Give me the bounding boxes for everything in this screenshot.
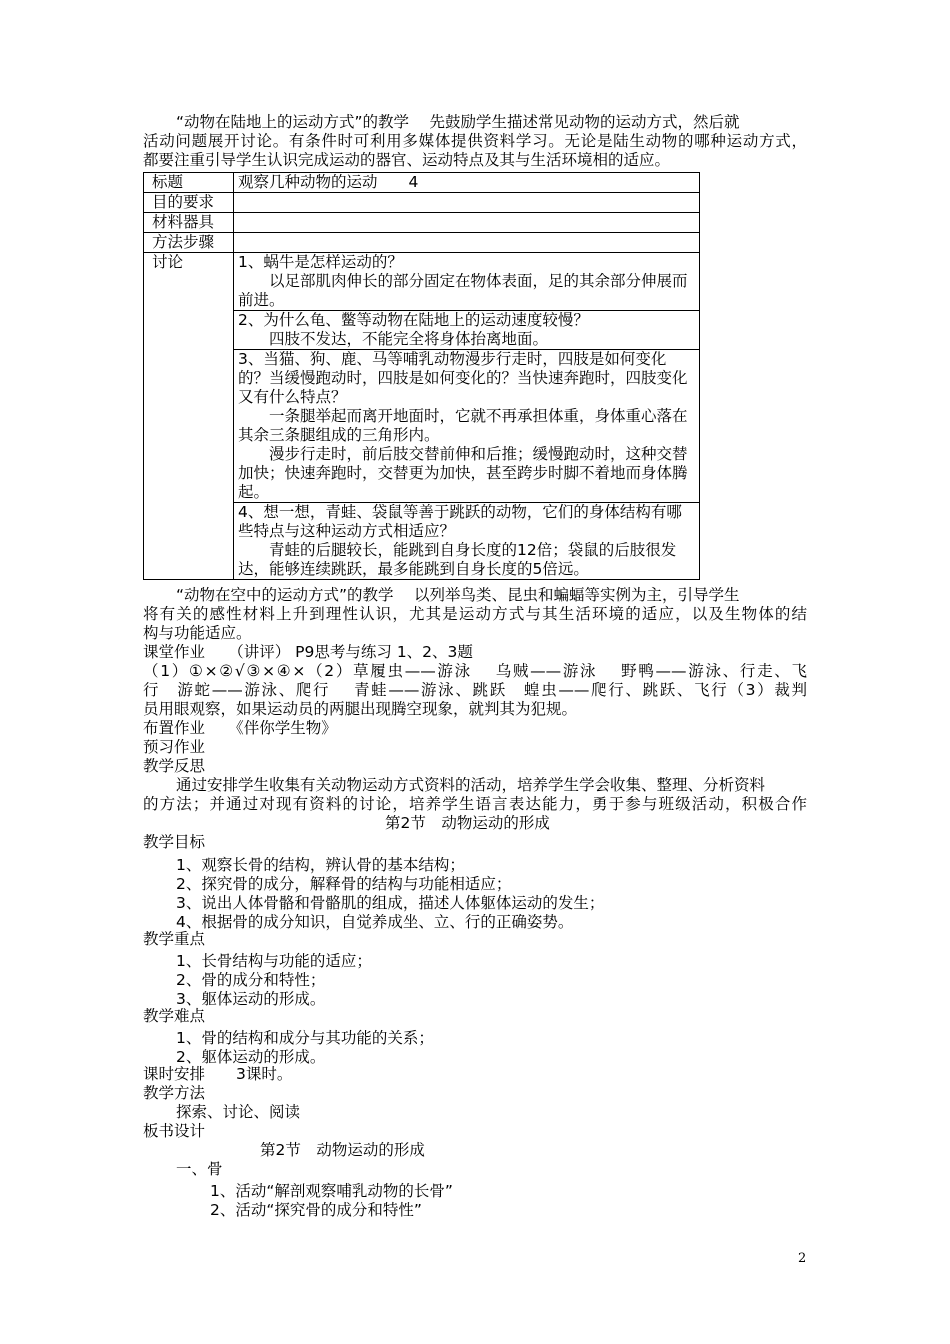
- row-value-title: 观察几种动物的运动 4: [234, 173, 700, 193]
- table-row-materials: [144, 213, 700, 233]
- question-2: 2、为什么龟、鳖等动物在陆地上的运动速度较慢？: [238, 311, 589, 329]
- row-label-title: 标题: [144, 173, 234, 193]
- difficulty-2: 2、躯体运动的形成。: [176, 1048, 326, 1066]
- page-number: 2: [798, 1251, 807, 1266]
- intro-line-2: 活动问题展开讨论。有条件时可利用多媒体提供资料学习。无论是陆生动物的哪种运动方式，: [143, 132, 807, 150]
- method-title: 教学方法: [143, 1084, 206, 1102]
- row-value-materials: [234, 213, 700, 233]
- goal-1: 1、观察长骨的结构，辨认骨的基本结构；: [176, 856, 465, 874]
- intro-line-1: “动物在陆地上的运动方式”的教学 先鼓励学生描述常见动物的运动方式，然后就: [176, 113, 740, 131]
- difficulty-1: 1、骨的结构和成分与其功能的关系；: [176, 1029, 434, 1047]
- answers-line-2: 行 游蛇——游泳、爬行 青蛙——游泳、跳跃 蝗虫——爬行、跳跃、飞行（3）裁判: [143, 681, 807, 699]
- row-label-materials: 材料器具: [144, 213, 234, 233]
- key-3: 3、躯体运动的形成。: [176, 990, 326, 1008]
- goals-title: 教学目标: [143, 833, 206, 851]
- answer-3b: 漫步行走时，前后肢交替前伸和后推；缓慢跑动时，这种交替加快；快速奔跑时，交替更为加快，甚至跨步时脚不着地而身体腾起。: [238, 445, 688, 501]
- difficult-title: 教学难点: [143, 1007, 206, 1025]
- row-label-method: 方法步骤: [144, 233, 234, 253]
- answer-1: 以足部肌肉伸长的部分固定在物体表面，足的其余部分伸展而前进。: [238, 272, 688, 309]
- goal-3: 3、说出人体骨骼和骨骼肌的组成，描述人体躯体运动的发生；: [176, 894, 605, 912]
- section-title: 第2节 动物运动的形成: [385, 814, 550, 832]
- board-item-2: 2、活动“探究骨的成分和特性”: [210, 1201, 422, 1219]
- discussion-item-1: [234, 253, 699, 310]
- discussion-label: 讨论: [144, 253, 234, 580]
- discussion-cell: [234, 253, 700, 580]
- reflection-line-2: 的方法；并通过对现有资料的讨论，培养学生语言表达能力，勇于参与班级活动，积极合作: [143, 795, 807, 813]
- key-title: 教学重点: [143, 930, 206, 948]
- discussion-item-4: [234, 502, 699, 579]
- air-line-3: 构与功能适应。: [143, 624, 252, 642]
- question-1: 1、蜗牛是怎样运动的？: [238, 253, 403, 271]
- row-value-method: [234, 233, 700, 253]
- method-line: 探索、讨论、阅读: [176, 1103, 301, 1121]
- answer-4: 青蛙的后腿较长，能跳到自身长度的12倍；袋鼠的后肢很发达，能够连续跳跃，最多能跳到自身长度的5倍远。: [238, 541, 677, 578]
- table-row-discussion: [144, 253, 700, 580]
- board-part: 一、骨: [176, 1160, 223, 1178]
- key-2: 2、骨的成分和特性；: [176, 971, 326, 989]
- row-label-goal: 目的要求: [144, 193, 234, 213]
- schedule-line: 课时安排 3课时。: [143, 1065, 293, 1083]
- board-title: 板书设计: [143, 1122, 206, 1140]
- answers-line-3: 员用眼观察，如果运动员的两腿出现腾空现象，就判其为犯规。: [143, 700, 578, 718]
- answers-line-1: （1）①×②√③×④×（2）草履虫——游泳 乌贼——游泳 野鸭——游泳、行走、飞: [143, 662, 807, 680]
- reflection-title: 教学反思: [143, 757, 206, 775]
- goal-2: 2、探究骨的成分，解释骨的结构与功能相适应；: [176, 875, 512, 893]
- reflection-line-1: 通过安排学生收集有关动物运动方式资料的活动，培养学生学会收集、整理、分析资料: [176, 776, 766, 794]
- intro-line-3: 都要注重引导学生认识完成运动的器官、运动特点及其与生活环境相的适应。: [143, 151, 671, 169]
- air-line-2: 将有关的感性材料上升到理性认识，尤其是运动方式与其生活环境的适应，以及生物体的结: [143, 605, 807, 623]
- lab-activity-table: [143, 172, 700, 580]
- board-item-1: 1、活动“解剖观察哺乳动物的长骨”: [210, 1182, 453, 1200]
- discussion-item-3: [234, 349, 699, 502]
- board-heading: 第2节 动物运动的形成: [260, 1141, 425, 1159]
- table-row-method: [144, 233, 700, 253]
- goal-4: 4、根据骨的成分知识，自觉养成坐、立、行的正确姿势。: [176, 913, 574, 931]
- table-row-goal: [144, 193, 700, 213]
- assign-line: 布置作业 《伴你学生物》: [143, 719, 337, 737]
- answer-2: 四肢不发达，不能完全将身体抬离地面。: [269, 330, 549, 348]
- row-value-goal: [234, 193, 700, 213]
- table-row-title: [144, 173, 700, 193]
- key-1: 1、长骨结构与功能的适应；: [176, 952, 372, 970]
- discussion-item-2: [234, 310, 699, 349]
- answer-3a: 一条腿举起而离开地面时，它就不再承担体重，身体重心落在其余三条腿组成的三角形内。: [238, 407, 688, 444]
- air-line-1: “动物在空中的运动方式”的教学 以列举鸟类、昆虫和蝙蝠等实例为主，引导学生: [176, 586, 740, 604]
- question-4: 4、想一想，青蛙、袋鼠等善于跳跃的动物，它们的身体结构有哪些特点与这种运动方式相适应？: [238, 503, 682, 540]
- question-3: 3、当猫、狗、鹿、马等哺乳动物漫步行走时，四肢是如何变化的？当缓慢跑动时，四肢是如何变化的？当快速奔跑时，四肢变化又有什么特点？: [238, 350, 688, 406]
- preview-line: 预习作业: [143, 738, 206, 756]
- classwork-line: 课堂作业 （讲评） P9思考与练习 1、2、3题: [143, 643, 473, 661]
